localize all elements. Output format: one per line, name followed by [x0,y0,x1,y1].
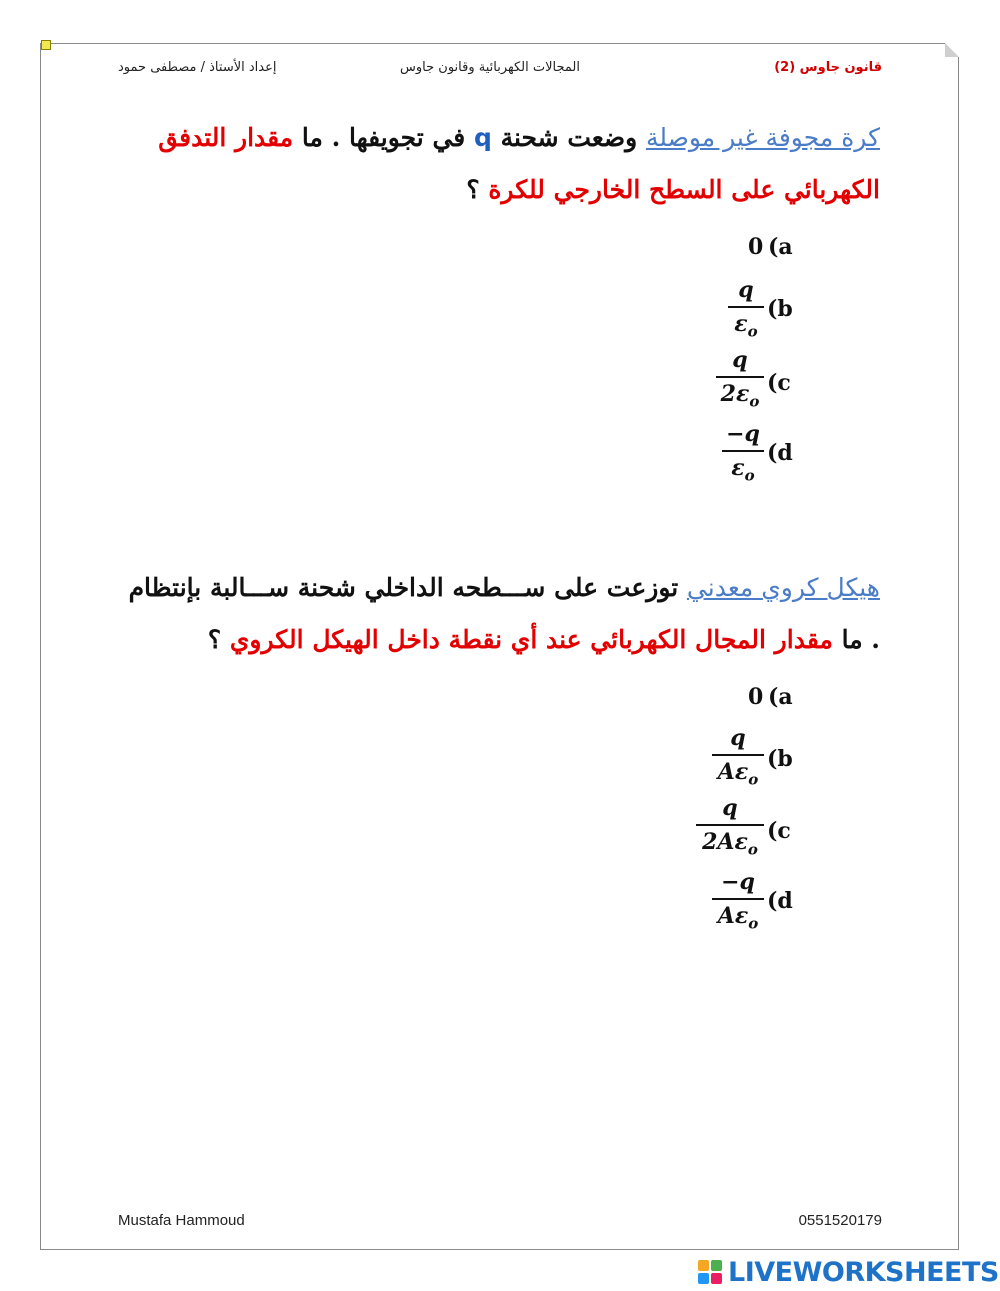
fraction-bar [712,898,764,900]
fraction-bar [716,376,764,378]
footer-author: Mustafa Hammoud [118,1212,245,1229]
question-1-end: ؟ [466,175,489,204]
q2-option-b-den: Aε [717,759,749,785]
anchor-icon [41,40,51,50]
q1-option-b-fraction [728,276,764,345]
q2-option-b-den-sub: o [748,770,759,789]
fraction-bar [722,450,764,452]
q2-option-c-num: q [722,795,738,821]
question-1-part2: في تجويفها . ما [293,123,474,152]
q1-option-d-den-sub: o [744,466,755,485]
question-2-highlight: مقدار المجال الكهربائي عند أي نقطة داخل الهيكل الكروي [229,625,833,654]
question-1-subject: كرة مجوفة غير موصلة [645,123,880,152]
q2-option-d-num: −q [721,869,755,895]
q2-option-d-label: (d [767,888,793,914]
q2-option-a-label: (a [768,684,793,710]
q2-option-b-num: q [730,725,746,751]
fraction-bar [712,754,764,756]
q1-option-b-label: (b [767,296,793,322]
question-1-highlight: مقدار التدفق الكهربائي على السطح الخارجي للكرة [158,123,880,204]
header-author: إعداد الأستاذ / مصطفى حمود [118,60,277,75]
question-1-part1: وضعت شحنة [491,123,646,152]
liveworksheets-logo-text: LIVEWORKSHEETS [728,1256,999,1288]
liveworksheets-logo-icon [698,1260,722,1284]
question-2-end: ؟ [207,625,230,654]
q2-option-c-label: (c [767,818,791,844]
fraction-bar [696,824,764,826]
q1-option-c-label: (c [767,370,791,396]
question-1-text [118,112,880,216]
fraction-bar [728,306,764,308]
q2-option-b-fraction [712,724,764,793]
page-fold-corner [945,43,959,57]
charge-symbol: q [473,123,492,152]
q1-option-a-label: (a [768,234,793,260]
q1-option-c-num: q [732,347,748,373]
question-2-subject: هيكل كروي معدني [686,573,880,602]
q1-option-d-num: −q [726,421,760,447]
q1-option-c-den-sub: o [749,392,760,411]
header-topic: المجالات الكهربائية وقانون جاوس [400,60,580,75]
q1-option-c-fraction [716,346,764,415]
header-title: قانون جاوس (2) [774,60,882,75]
q2-option-d-fraction [712,868,764,937]
q2-option-b-label: (b [767,746,793,772]
q1-option-b-den: ε [734,311,748,337]
q1-option-d-den: ε [731,455,745,481]
question-2-part1: توزعت على ســـطحه الداخلي شحنة ســـالبة بإنتظام . ما [128,573,880,654]
q2-option-c-fraction [696,794,764,863]
liveworksheets-logo[interactable] [698,1257,999,1287]
q2-option-c-den-sub: o [747,840,758,859]
footer-phone: 0551520179 [798,1212,882,1229]
q1-option-c-den: 2ε [720,381,750,407]
q1-option-b-den-sub: o [747,322,758,341]
q1-option-d-label: (d [767,440,793,466]
q2-option-d-den: Aε [717,903,749,929]
q1-option-b-num: q [738,277,754,303]
q2-option-d-den-sub: o [748,914,759,933]
q1-option-a-value: 0 [748,234,764,260]
q2-option-a-value: 0 [748,684,764,710]
q1-option-d-fraction [722,420,764,489]
q2-option-c-den: 2Aε [702,829,748,855]
question-2-text [118,562,880,666]
